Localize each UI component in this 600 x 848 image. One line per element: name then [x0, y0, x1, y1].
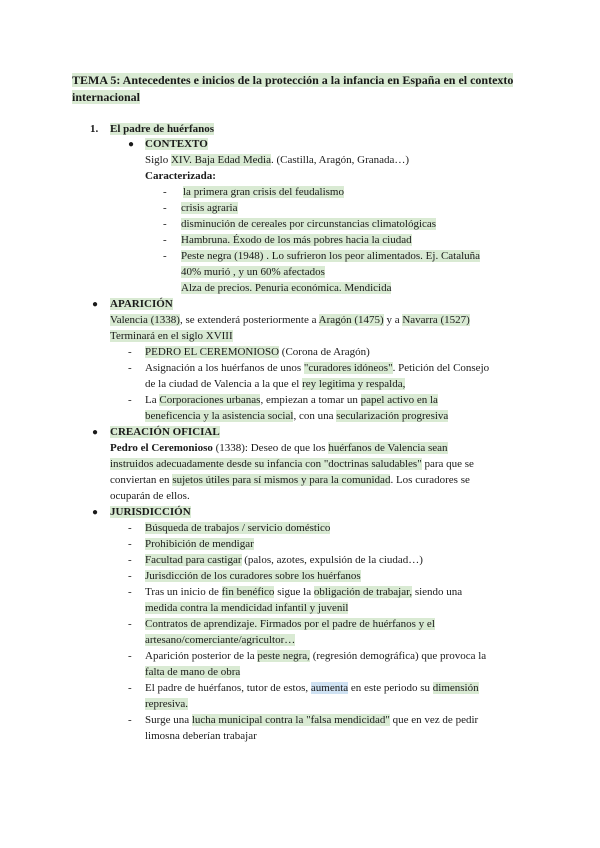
caracterizada-label: Caracterizada: — [145, 170, 216, 182]
dash-icon: - — [128, 522, 132, 534]
dash-icon: - — [128, 394, 132, 406]
list-item-continuation: limosna deberían trabajar — [145, 730, 257, 742]
bullet-icon: ● — [128, 139, 135, 150]
list-item: Búsqueda de trabajos / servicio doméstico — [145, 522, 331, 534]
list-item: El padre de huérfanos, tutor de estos, aumenta en este periodo su dimensión — [145, 682, 479, 694]
list-item-continuation: artesano/comerciante/agricultor… — [145, 634, 296, 646]
list-item: Peste negra (1948) . Lo sufrieron los peor alimentados. Ej. Cataluña — [181, 250, 481, 262]
dash-icon: - — [163, 218, 167, 230]
list-item: Facultad para castigar (palos, azotes, expulsión de la ciudad…) — [145, 554, 423, 566]
contexto-heading: CONTEXTO — [145, 138, 208, 150]
list-item: disminución de cereales por circunstancias climatológicas — [181, 218, 437, 230]
list-item-continuation: Alza de precios. Penuria económica. Mendicida — [181, 282, 392, 294]
creacion-line: Pedro el Ceremonioso (1338): Deseo de que los huérfanos de Valencia sean — [110, 442, 448, 454]
bullet-icon: ● — [92, 427, 99, 438]
list-item: Jurisdicción de los curadores sobre los huérfanos — [145, 570, 361, 582]
list-item: Hambruna. Éxodo de los más pobres hacia la ciudad — [181, 234, 412, 246]
dash-icon: - — [163, 186, 167, 198]
dash-icon: - — [128, 346, 132, 358]
dash-icon: - — [128, 570, 132, 582]
dash-icon: - — [128, 362, 132, 374]
list-item-continuation: falta de mano de obra — [145, 666, 241, 678]
list-item-continuation: 40% murió , y un 60% afectados — [181, 266, 325, 278]
page-title: TEMA 5: Antecedentes e inicios de la protección a la infancia en España en el contexto internacional — [72, 73, 514, 104]
list-item: Asignación a los huérfanos de unos "curadores idóneos". Petición del Consejo — [145, 362, 490, 374]
list-item: Aparición posterior de la peste negra, (regresión demográfica) que provoca la — [145, 650, 487, 662]
jurisdiccion-heading: JURISDICCIÓN — [110, 506, 191, 518]
section-heading: El padre de huérfanos — [110, 123, 215, 135]
list-item-continuation: beneficencia y la asistencia social, con una secularización progresiva — [145, 410, 449, 422]
list-item: crisis agraria — [181, 202, 238, 214]
list-item: Surge una lucha municipal contra la "falsa mendicidad" que en vez de pedir — [145, 714, 479, 726]
list-item-continuation: de la ciudad de Valencia a la que el rey legitima y respalda, — [145, 378, 406, 390]
dash-icon: - — [128, 618, 132, 630]
list-item: Contratos de aprendizaje. Firmados por el padre de huérfanos y el — [145, 618, 435, 630]
dash-icon: - — [128, 714, 132, 726]
aparicion-line: Valencia (1338), se extenderá posteriormente a Aragón (1475) y a Navarra (1527) — [110, 314, 470, 326]
creacion-line: conviertan en sujetos útiles para sí mismos y para la comunidad. Los curadores se — [110, 474, 470, 486]
aparicion-line: Terminará en el siglo XVIII — [110, 330, 233, 342]
dash-icon: - — [128, 682, 132, 694]
creacion-line: instruidos adecuadamente desde su infancia con "doctrinas saludables" para que se — [110, 458, 474, 470]
list-item: Tras un inicio de fin benéfico sigue la obligación de trabajar, siendo una — [145, 586, 463, 598]
dash-icon: - — [163, 234, 167, 246]
bullet-icon: ● — [92, 507, 99, 518]
list-item-continuation: represiva. — [145, 698, 189, 710]
contexto-siglo: Siglo XIV. Baja Edad Media. (Castilla, Aragón, Granada…) — [145, 154, 410, 166]
creacion-line: ocuparán de ellos. — [110, 490, 190, 502]
bullet-icon: ● — [92, 299, 99, 310]
dash-icon: - — [128, 554, 132, 566]
dash-icon: - — [163, 202, 167, 214]
list-item-continuation: medida contra la mendicidad infantil y juvenil — [145, 602, 349, 614]
list-item: la primera gran crisis del feudalismo — [183, 186, 344, 198]
dash-icon: - — [128, 538, 132, 550]
list-item: PEDRO EL CEREMONIOSO (Corona de Aragón) — [145, 346, 370, 358]
section-number: 1. — [90, 123, 99, 135]
dash-icon: - — [128, 586, 132, 598]
dash-icon: - — [128, 650, 132, 662]
dash-icon: - — [163, 250, 167, 262]
list-item: Prohibición de mendigar — [145, 538, 254, 550]
aparicion-heading: APARICIÓN — [110, 298, 173, 310]
creacion-heading: CREACIÓN OFICIAL — [110, 426, 220, 438]
list-item: La Corporaciones urbanas, empiezan a tomar un papel activo en la — [145, 394, 438, 406]
